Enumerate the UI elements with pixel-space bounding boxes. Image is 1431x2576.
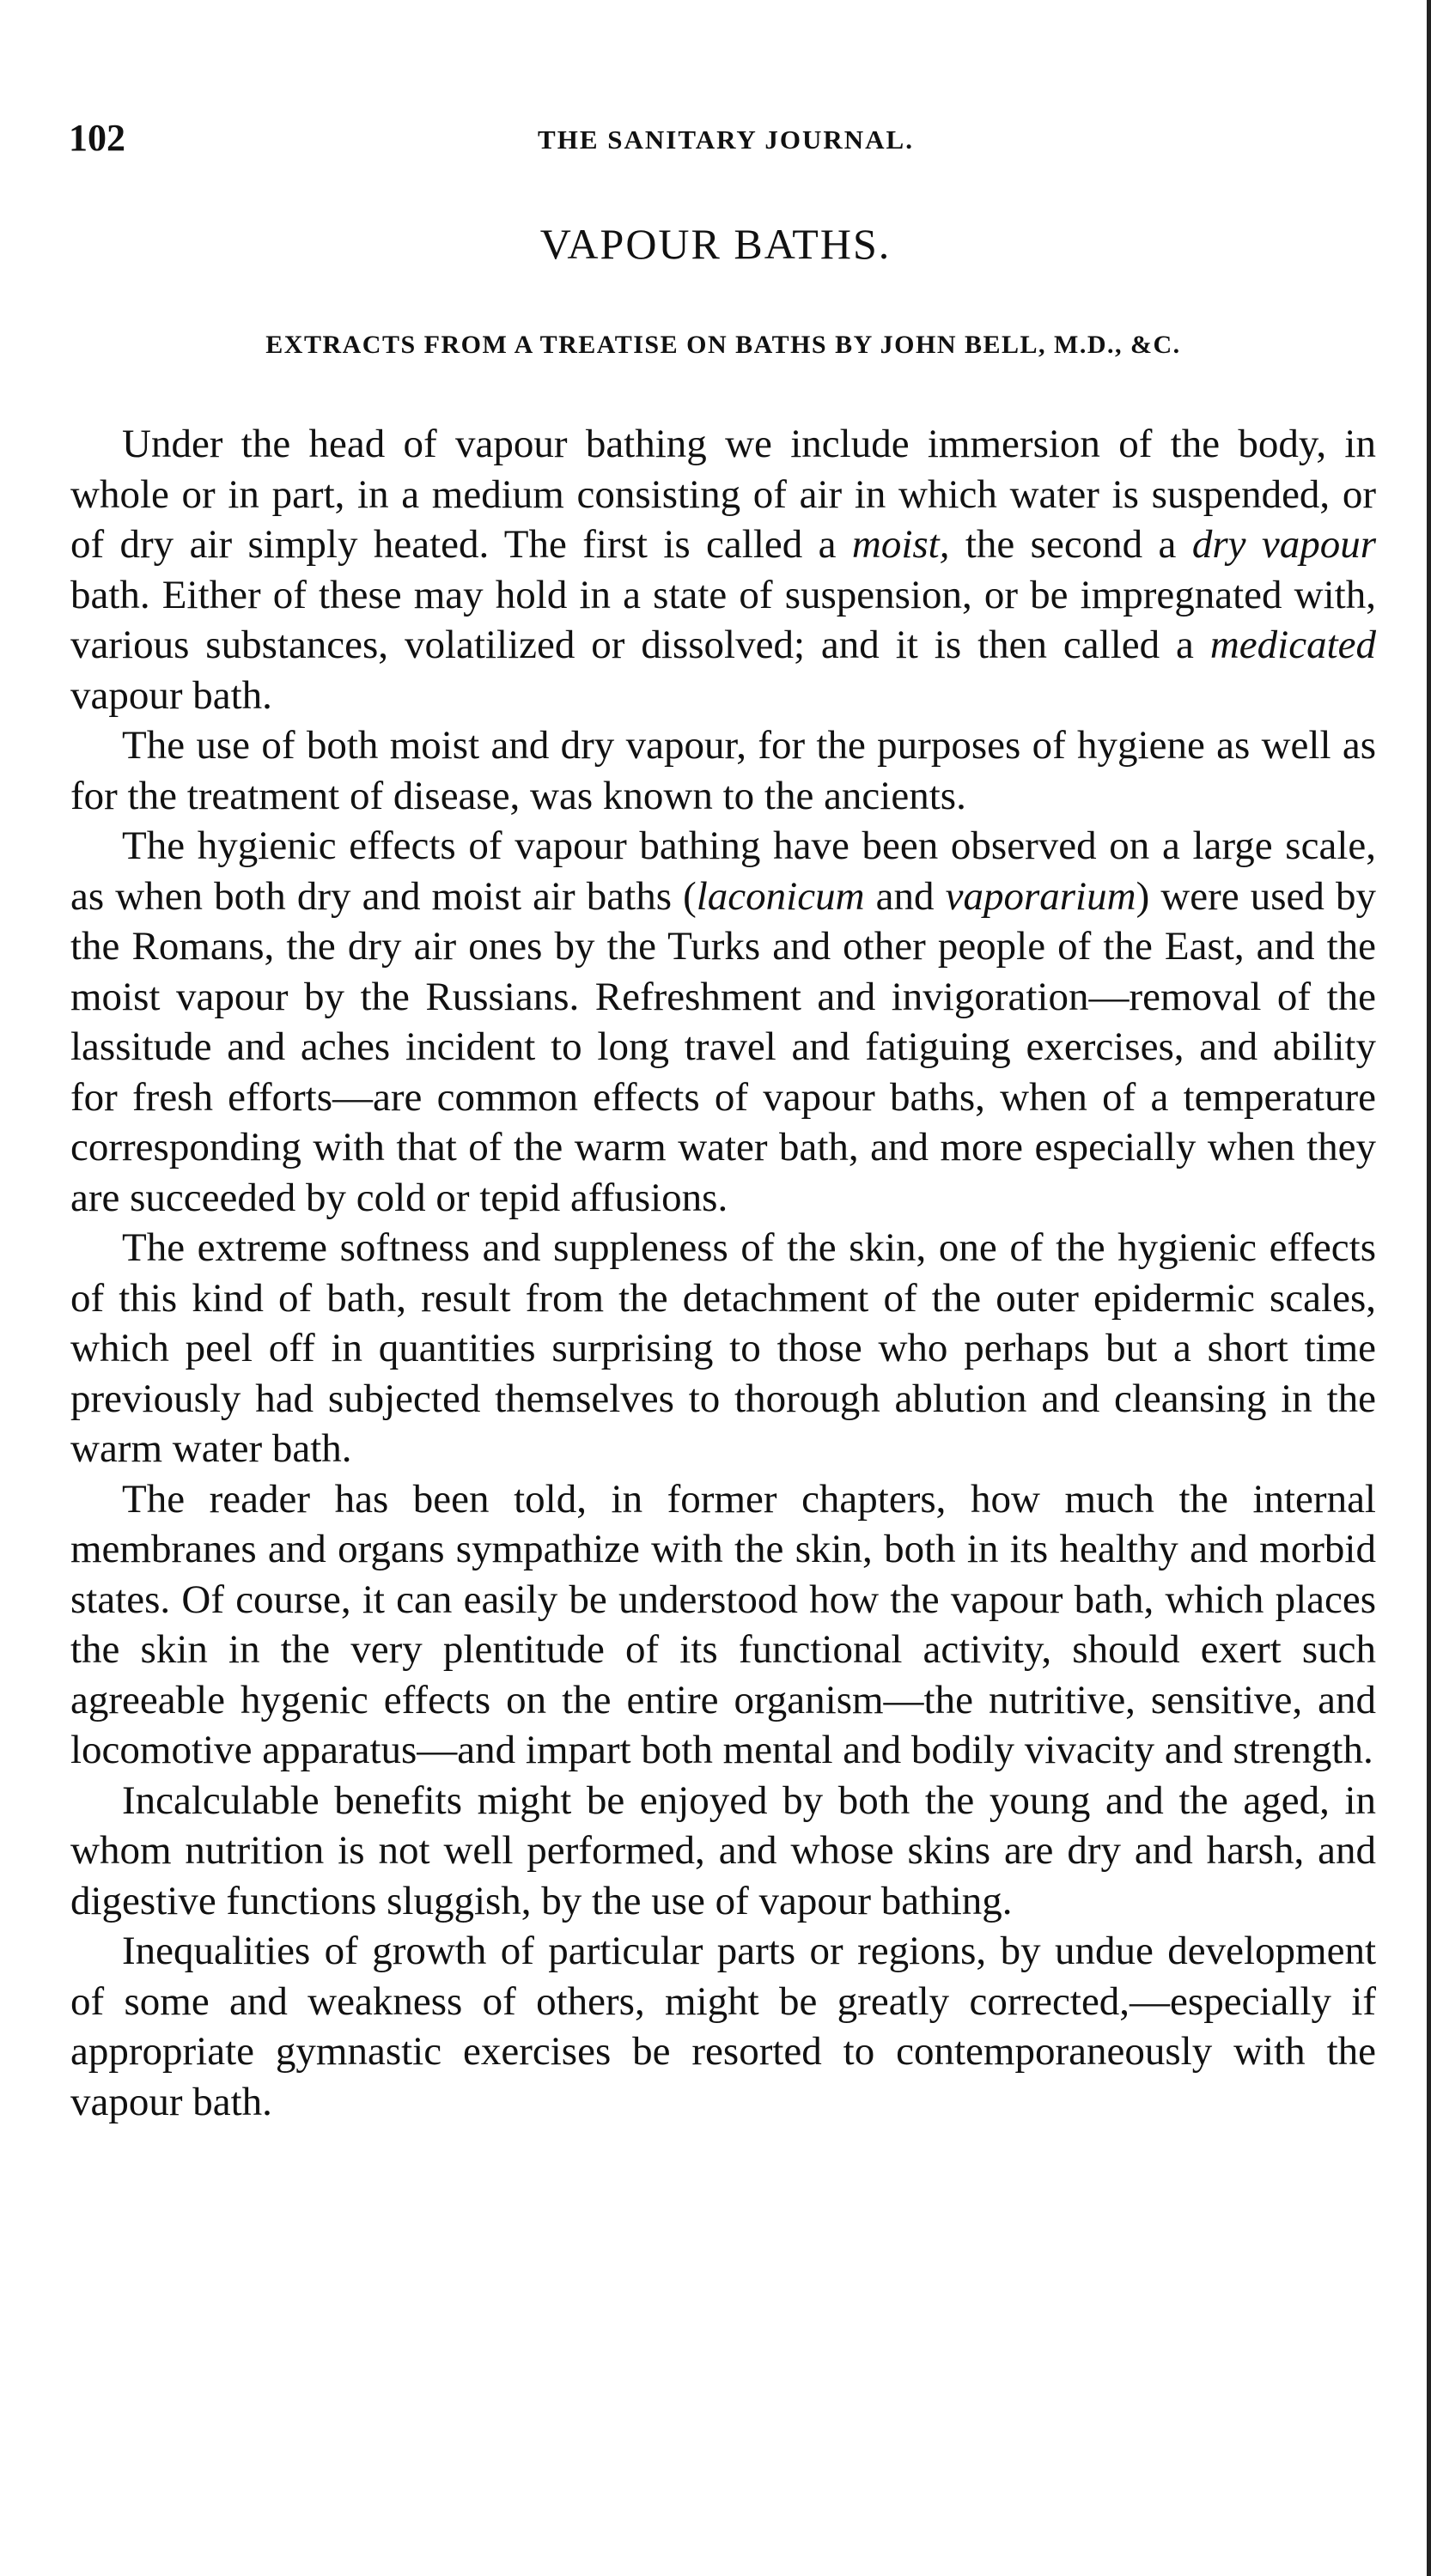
paragraph-3-text-e: ) were used by the Romans, the dry air ones by the Turks and other people of the East, and the moist vapour by the Russians. Refreshment and invigoration—removal of the lassitude and aches incident to long travel and fatiguing exercises, and ability for fresh efforts—are common effects of vapour baths, when of a temperature corresponding with that of the warm water bath, and more especially when they are succeeded by cold or tepid affusions. (70, 873, 1376, 1220)
paragraph-7: Inequalities of growth of particular parts or regions, by undue development of some and weakness of others, might be greatly corrected,—especially if appropriate gymnastic exercises be resorted to contemporaneously with the vapour bath. (70, 1929, 1376, 2124)
paragraph-3-text-c: and (864, 873, 946, 919)
page-number: 102 (69, 117, 125, 159)
paragraph-6: Incalculable benefits might be enjoyed by both the young and the aged, in whom nutrition is not well performed, and whose skins are dry and harsh, and digestive functions sluggish, by the use of vapour bathing. (70, 1777, 1376, 1923)
paragraph-1-text-g: vapour bath. (70, 672, 272, 718)
page-edge-rule (1427, 0, 1431, 2576)
paragraph-5: The reader has been told, in former chapters, how much the internal membranes and organs sympathize with the skin, both in its healthy and morbid states. Of course, it can easily be understood how the vapour bath, which places the skin in the very plentitude of its functional activity, should exert such agreeable hygenic effects on the entire organism—the nutritive, sensitive, and locomotive apparatus—and impart both mental and bodily vivacity and strength. (70, 1476, 1376, 1772)
article-body (70, 419, 1376, 2127)
paragraph-1-text-e: bath. Either of these may hold in a state of suspension, or be impregnated with, various substances, volatilized or dissolved; and it is then called a (70, 572, 1376, 667)
term-laconicum: laconicum (696, 873, 865, 919)
term-moist: moist, (851, 522, 950, 567)
running-title: THE SANITARY JOURNAL. (538, 125, 914, 155)
article-subtitle: EXTRACTS FROM A TREATISE ON BATHS BY JOHN BELL, M.D., &C. (265, 331, 1181, 359)
paragraph-2: The use of both moist and dry vapour, for the purposes of hygiene as well as for the treatment of disease, was known to the ancients. (70, 723, 1376, 818)
paragraph-3-text-a: The hygienic effects of vapour bathing have been observed on a large scale, as when both dry and moist air baths ( (70, 823, 1376, 919)
paragraph-3 (70, 821, 1376, 1223)
page-header (69, 116, 1383, 167)
term-vaporarium: vaporarium (945, 873, 1136, 919)
paragraph-1-text-a: Under the head of vapour bathing we include immersion of the body, in whole or in part, in a medium consisting of air in which water is suspended, or of dry air simply heated. The first is called a (70, 422, 1376, 567)
article-title: VAPOUR BATHS. (539, 220, 892, 268)
paragraph-1 (70, 419, 1376, 720)
paragraph-1-text-c: the second a (949, 522, 1192, 567)
term-medicated: medicated (1209, 623, 1376, 667)
paragraph-4: The extreme softness and suppleness of the skin, one of the hygienic effects of this kind of bath, result from the detachment of the outer epidermic scales, which peel off in quantities surprising to those who perhaps but a short time previously had subjected themselves to thorough ablution and cleansing in the warm water bath. (70, 1225, 1376, 1471)
term-dry-vapour: dry vapour (1191, 522, 1376, 567)
